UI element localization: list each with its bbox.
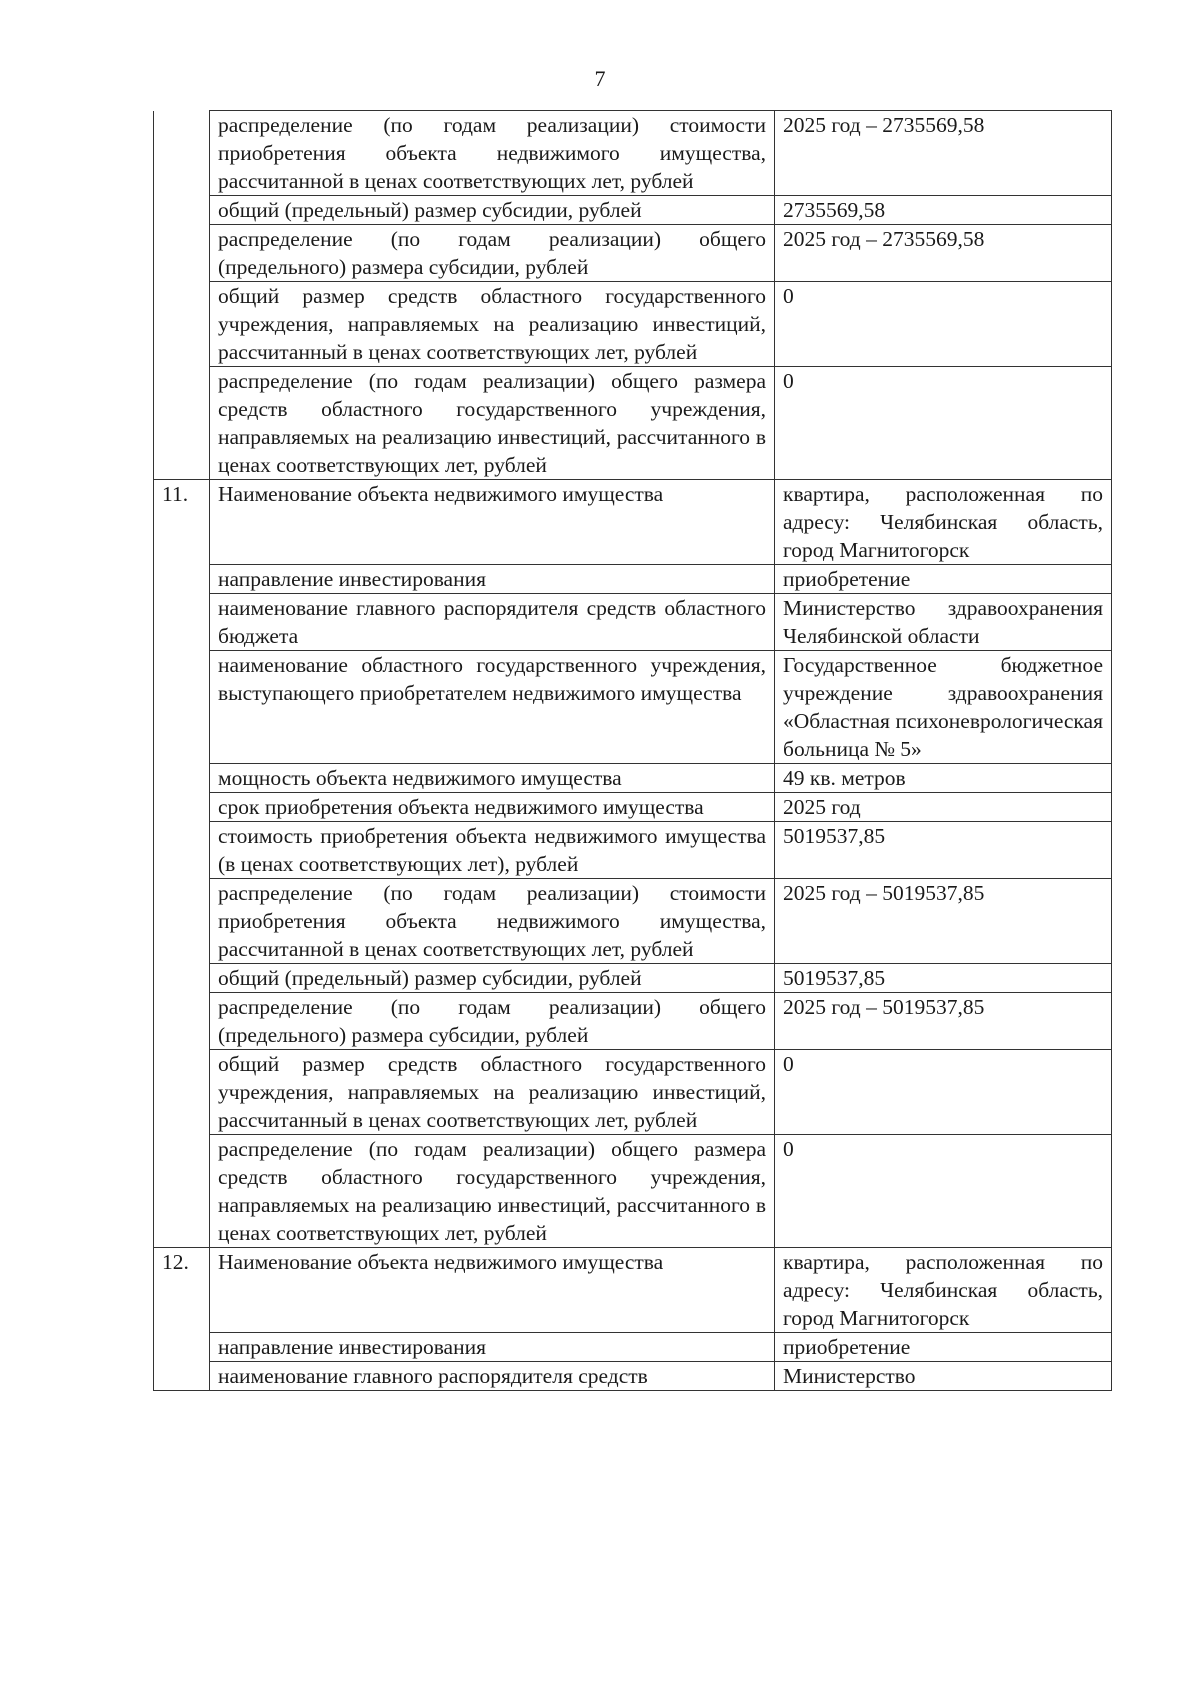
row-value-cell: 2025 год – 2735569,58 <box>775 225 1112 282</box>
row-value-cell: квартира, расположенная по адресу: Челябинская область, город Магнитогорск <box>775 1248 1112 1333</box>
row-number-cell <box>154 594 210 651</box>
table-row <box>154 480 1112 565</box>
row-number-cell <box>154 1333 210 1362</box>
row-label-cell: общий размер средств областного государственного учреждения, направляемых на реализацию инвестиций, рассчитанный в ценах соответствующих лет, рублей <box>210 282 775 367</box>
row-number-cell <box>154 993 210 1050</box>
table-row <box>154 225 1112 282</box>
row-label-cell: распределение (по годам реализации) стоимости приобретения объекта недвижимого имущества, рассчитанной в ценах соответствующих лет, рублей <box>210 879 775 964</box>
table-row <box>154 1362 1112 1391</box>
row-number-cell <box>154 1135 210 1248</box>
row-value-cell: 0 <box>775 1135 1112 1248</box>
row-value-cell: Государственное бюджетное учреждение здравоохранения «Областная психоневрологическая больница № 5» <box>775 651 1112 764</box>
investment-table <box>153 110 1112 1391</box>
table-row <box>154 993 1112 1050</box>
table-row <box>154 111 1112 196</box>
row-label-cell: общий (предельный) размер субсидии, рублей <box>210 196 775 225</box>
table-row <box>154 1135 1112 1248</box>
row-number-cell <box>154 764 210 793</box>
row-label-cell: направление инвестирования <box>210 1333 775 1362</box>
table-row <box>154 1333 1112 1362</box>
row-value-cell: 5019537,85 <box>775 822 1112 879</box>
row-label-cell: распределение (по годам реализации) общего размера средств областного государственного учреждения, направляемых на реализацию инвестиций, рассчитанного в ценах соответствующих лет, рублей <box>210 367 775 480</box>
row-number-cell <box>154 565 210 594</box>
row-label-cell: распределение (по годам реализации) общего размера средств областного государственного учреждения, направляемых на реализацию инвестиций, рассчитанного в ценах соответствующих лет, рублей <box>210 1135 775 1248</box>
row-label-cell: наименование главного распорядителя средств <box>210 1362 775 1391</box>
table-row <box>154 651 1112 764</box>
row-number-cell <box>154 879 210 964</box>
row-label-cell: Наименование объекта недвижимого имущества <box>210 1248 775 1333</box>
table-row <box>154 764 1112 793</box>
table-row <box>154 565 1112 594</box>
row-label-cell: общий (предельный) размер субсидии, рублей <box>210 964 775 993</box>
row-number-cell <box>154 225 210 282</box>
row-value-cell: 0 <box>775 282 1112 367</box>
table-body <box>154 111 1112 1391</box>
table-row <box>154 1050 1112 1135</box>
row-label-cell: направление инвестирования <box>210 565 775 594</box>
row-label-cell: мощность объекта недвижимого имущества <box>210 764 775 793</box>
table-row <box>154 196 1112 225</box>
row-number-cell <box>154 964 210 993</box>
row-label-cell: распределение (по годам реализации) общего (предельного) размера субсидии, рублей <box>210 993 775 1050</box>
row-label-cell: срок приобретения объекта недвижимого имущества <box>210 793 775 822</box>
row-number-cell <box>154 822 210 879</box>
table-row <box>154 367 1112 480</box>
row-label-cell: Наименование объекта недвижимого имущества <box>210 480 775 565</box>
row-value-cell: 2735569,58 <box>775 196 1112 225</box>
row-value-cell: Министерство здравоохранения Челябинской области <box>775 594 1112 651</box>
row-value-cell: 0 <box>775 367 1112 480</box>
row-number-cell <box>154 793 210 822</box>
table-row <box>154 879 1112 964</box>
row-number-cell <box>154 111 210 196</box>
table-row <box>154 594 1112 651</box>
row-number-cell <box>154 282 210 367</box>
page-number: 7 <box>594 66 606 91</box>
table-row <box>154 964 1112 993</box>
row-value-cell: 2025 год – 2735569,58 <box>775 111 1112 196</box>
row-value-cell: 2025 год – 5019537,85 <box>775 993 1112 1050</box>
row-label-cell: наименование областного государственного учреждения, выступающего приобретателем недвижимого имущества <box>210 651 775 764</box>
table-row <box>154 822 1112 879</box>
row-number-cell <box>154 367 210 480</box>
row-value-cell: приобретение <box>775 1333 1112 1362</box>
row-label-cell: стоимость приобретения объекта недвижимого имущества (в ценах соответствующих лет), рублей <box>210 822 775 879</box>
table-row <box>154 282 1112 367</box>
row-number-cell <box>154 651 210 764</box>
row-value-cell: 2025 год – 5019537,85 <box>775 879 1112 964</box>
row-number-cell <box>154 1362 210 1391</box>
row-number-cell: 12. <box>154 1248 210 1333</box>
row-value-cell: приобретение <box>775 565 1112 594</box>
row-label-cell: распределение (по годам реализации) общего (предельного) размера субсидии, рублей <box>210 225 775 282</box>
table-row <box>154 1248 1112 1333</box>
row-value-cell: 5019537,85 <box>775 964 1112 993</box>
row-label-cell: распределение (по годам реализации) стоимости приобретения объекта недвижимого имущества, рассчитанной в ценах соответствующих лет, рублей <box>210 111 775 196</box>
row-label-cell: общий размер средств областного государственного учреждения, направляемых на реализацию инвестиций, рассчитанный в ценах соответствующих лет, рублей <box>210 1050 775 1135</box>
table-row <box>154 793 1112 822</box>
row-value-cell: квартира, расположенная по адресу: Челябинская область, город Магнитогорск <box>775 480 1112 565</box>
row-label-cell: наименование главного распорядителя средств областного бюджета <box>210 594 775 651</box>
row-value-cell: 0 <box>775 1050 1112 1135</box>
row-value-cell: Министерство <box>775 1362 1112 1391</box>
row-value-cell: 49 кв. метров <box>775 764 1112 793</box>
row-value-cell: 2025 год <box>775 793 1112 822</box>
row-number-cell: 11. <box>154 480 210 565</box>
row-number-cell <box>154 1050 210 1135</box>
row-number-cell <box>154 196 210 225</box>
